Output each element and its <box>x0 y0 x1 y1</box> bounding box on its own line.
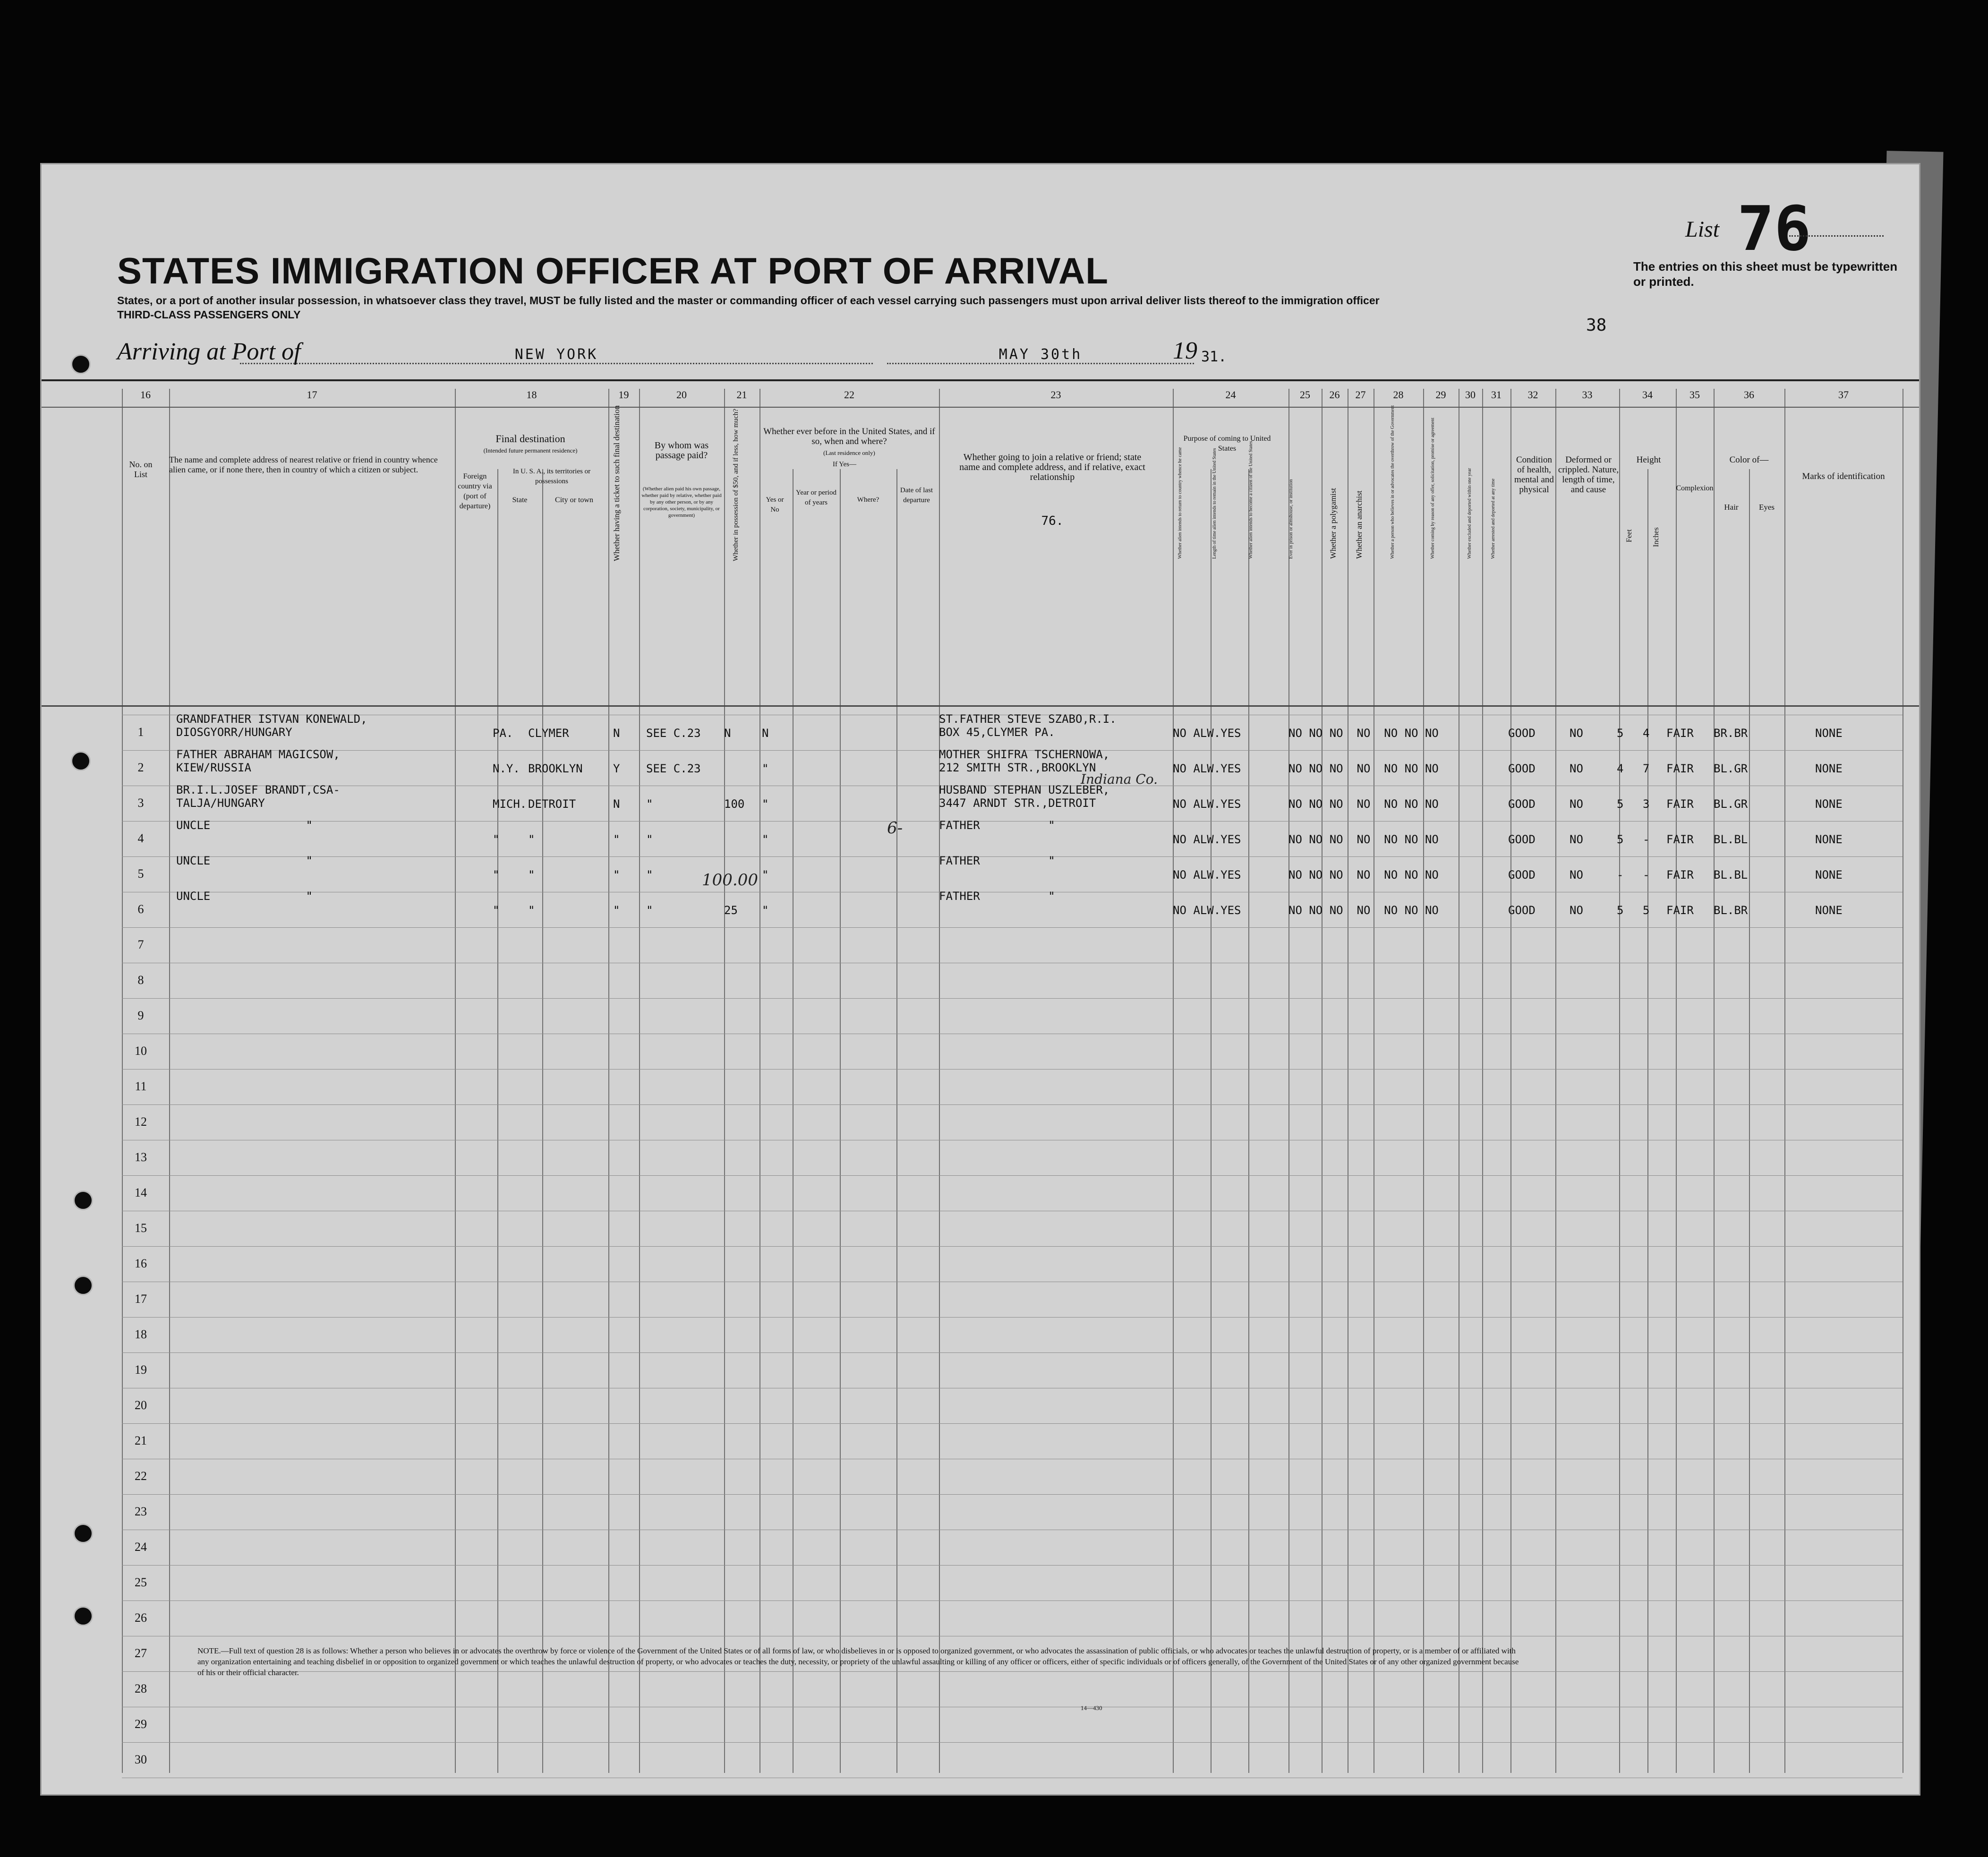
entry-q25-31: NO NO NO NO NO NO NO <box>1288 727 1439 740</box>
row-number: 7 <box>137 938 144 951</box>
col-before-in-us: Whether ever before in the United States, and if so, when and where? <box>763 427 935 446</box>
entry-relative-2: TALJA/HUNGARY <box>176 796 265 810</box>
col-relative-abroad: The name and complete address of nearest relative or friend in country whence alien came, or if none there, then in country of which a citizen or subject. <box>169 455 438 474</box>
row-number: 12 <box>135 1115 147 1129</box>
column-number: 22 <box>844 389 854 401</box>
entry-deformed: NO <box>1570 797 1583 811</box>
entry-marks: NONE <box>1815 904 1843 917</box>
entry-money: 100 <box>724 797 745 811</box>
entry-hair-eyes: BR.BR <box>1714 727 1748 740</box>
punch-hole <box>73 1190 93 1210</box>
entry-before: " <box>762 762 769 775</box>
col-city: City or town <box>555 496 593 504</box>
list-number: 76 <box>1737 193 1811 265</box>
column-number: 27 <box>1355 389 1366 401</box>
entry-relative-1: UNCLE " <box>176 890 313 903</box>
entry-money: N <box>724 727 731 740</box>
entry-ticket: Y <box>613 762 620 775</box>
arriving-label: Arriving at Port of <box>117 338 301 365</box>
column-number: 30 <box>1465 389 1476 401</box>
entry-state: N.Y. <box>493 762 520 775</box>
entry-inches: - <box>1643 868 1650 881</box>
row-number: 10 <box>135 1044 147 1058</box>
col-last-residence: (Last residence only) <box>823 449 875 456</box>
entry-join-1: FATHER " <box>939 819 1055 832</box>
page-title: STATES IMMIGRATION OFFICER AT PORT OF ARRIVAL <box>117 250 1109 291</box>
row-rule <box>122 1742 1903 1743</box>
column-number: 20 <box>676 389 687 401</box>
col-passage-paid: By whom was passage paid? <box>654 440 709 461</box>
entry-relative-1: BR.I.L.JOSEF BRANDT,CSA- <box>176 783 340 796</box>
col-polygamist: Whether a polygamist <box>1329 488 1338 559</box>
row-number: 19 <box>135 1363 147 1377</box>
row-rule <box>122 1317 1903 1318</box>
port-value: NEW YORK <box>240 346 873 364</box>
col-yes-no: Yes or No <box>766 496 784 513</box>
row-number: 30 <box>135 1753 147 1766</box>
row-rule <box>122 1423 1903 1424</box>
sub-column-rule <box>497 469 498 1773</box>
entry-feet: 5 <box>1617 727 1624 740</box>
column-number: 21 <box>736 389 747 401</box>
col-hair: Hair <box>1724 503 1739 512</box>
col-eyes: Eyes <box>1758 503 1775 512</box>
entry-inches: - <box>1643 833 1650 846</box>
entry-purpose: NO ALW.YES <box>1173 833 1241 846</box>
col-prison: Ever in prison or almshouse, or institution <box>1288 479 1294 559</box>
question-28-note: NOTE.—Full text of question 28 is as follows: Whether a person who believes in or advocates the overthrow by force or violence of the Government of the United States or of all forms of law, or who disbelieves in or is opposed to organized government, or who advocates the assassination of public officials, or who advocates or teaches the unlawful destruction of property, or is a member of or affiliated with any organization entertaining and teaching disbelief in or opposition to organized government or which teaches the unlawful destruction of property, or who advocates or teaches the duty, necessity, or propriety of the unlawful assaulting or killing of any officer or officers, either of specific individuals or of officers generally, of the Government of the United States or of any other organized government because of his or their official character. <box>197 1646 1519 1677</box>
row-number: 5 <box>137 867 144 881</box>
date-value: MAY 30th <box>887 346 1194 364</box>
punch-hole <box>73 1523 93 1543</box>
entry-purpose: NO ALW.YES <box>1173 904 1241 917</box>
entry-purpose: NO ALW.YES <box>1173 762 1241 775</box>
col-if-yes: If Yes— <box>832 461 856 468</box>
entry-join-1: ST.FATHER STEVE SZABO,R.I. <box>939 712 1117 726</box>
entry-city: DETROIT <box>528 797 576 811</box>
entry-city: " <box>528 868 535 881</box>
row-number: 4 <box>137 831 144 845</box>
entry-complexion: FAIR <box>1666 833 1694 846</box>
entry-city: " <box>528 904 535 917</box>
entry-relative-1: UNCLE " <box>176 819 313 832</box>
column-number: 36 <box>1744 389 1754 401</box>
row-number: 14 <box>135 1186 147 1199</box>
entry-before: N <box>762 727 769 740</box>
entry-deformed: NO <box>1570 833 1583 846</box>
entry-state: MICH. <box>493 797 527 811</box>
sub-column-rule <box>1248 469 1249 1773</box>
col-passage-note: (Whether alien paid his own passage, whether paid by relative, whether paid by any other person, or by any corporation, society, municipality, or government) <box>641 486 722 518</box>
row-rule <box>122 1565 1903 1566</box>
col-purpose-citizen: Whether alien intends to become a citizen of the United States <box>1248 441 1254 559</box>
handwritten-money-bracket: 100.00 <box>702 871 758 890</box>
col-final-destination: Final destination <box>495 433 565 445</box>
row-number: 2 <box>137 761 144 774</box>
column-number: 17 <box>307 389 317 401</box>
row-number: 18 <box>135 1327 147 1341</box>
col-height: Height <box>1636 455 1661 465</box>
row-rule <box>122 998 1903 999</box>
sub-column-rule <box>840 469 841 1773</box>
entry-join-2: 3447 ARNDT STR.,DETROIT <box>939 796 1096 810</box>
row-number: 23 <box>135 1505 147 1518</box>
punch-hole <box>73 1275 93 1295</box>
column-number: 18 <box>526 389 537 401</box>
entry-marks: NONE <box>1815 868 1843 881</box>
entry-state: " <box>493 868 500 881</box>
col-inches: Inches <box>1652 527 1660 547</box>
entry-inches: 5 <box>1643 904 1650 917</box>
row-number: 21 <box>135 1434 147 1447</box>
entry-before: " <box>762 797 769 811</box>
year-suffix: 31. <box>1201 349 1227 365</box>
column-number: 23 <box>1050 389 1061 401</box>
row-number: 25 <box>135 1575 147 1589</box>
punch-hole <box>71 354 91 374</box>
column-number: 32 <box>1527 389 1538 401</box>
row-number: 13 <box>135 1150 147 1164</box>
entry-marks: NONE <box>1815 727 1843 740</box>
column-number: 19 <box>618 389 629 401</box>
entry-state: " <box>493 904 500 917</box>
row-number: 17 <box>135 1292 147 1306</box>
entry-join-1: HUSBAND STEPHAN USZLEBER, <box>939 783 1110 796</box>
entry-inches: 7 <box>1643 762 1650 775</box>
col-q31: Whether arrested and deported at any time <box>1491 479 1496 559</box>
entry-ticket: " <box>613 868 620 881</box>
entry-marks: NONE <box>1815 797 1843 811</box>
entry-before: " <box>762 833 769 846</box>
sheet-number: 38 <box>1586 316 1607 335</box>
row-rule <box>122 927 1903 928</box>
row-number: 1 <box>137 725 144 739</box>
column-number: 37 <box>1838 389 1849 401</box>
manifest-sheet <box>40 163 1920 1796</box>
row-number: 6 <box>137 902 144 916</box>
col-color-of: Color of— <box>1729 455 1769 465</box>
row-rule <box>122 1104 1903 1105</box>
row-rule <box>122 1600 1903 1601</box>
entry-passage: " <box>646 868 653 881</box>
row-number: 28 <box>135 1682 147 1695</box>
entry-relative-1: FATHER ABRAHAM MAGICSOW, <box>176 748 340 761</box>
column-number: 25 <box>1300 389 1310 401</box>
header-rule <box>42 379 1919 381</box>
entry-ticket: N <box>613 727 620 740</box>
column-number-rule <box>42 407 1919 408</box>
entry-complexion: FAIR <box>1666 727 1694 740</box>
entry-inches: 4 <box>1643 727 1650 740</box>
entry-complexion: FAIR <box>1666 868 1694 881</box>
column-number: 26 <box>1329 389 1340 401</box>
entry-join-2: 212 SMITH STR.,BROOKLYN <box>939 761 1096 774</box>
col-q29: Whether coming by reason of any offer, solicitation, promise or agreement <box>1430 418 1435 559</box>
col-foreign-country: Foreign country via (port of departure) <box>458 472 492 510</box>
entry-join-1: MOTHER SHIFRA TSCHERNOWA, <box>939 748 1110 761</box>
entry-hair-eyes: BL.GR <box>1714 762 1748 775</box>
entry-complexion: FAIR <box>1666 762 1694 775</box>
notice-text: States, or a port of another insular possession, in whatsoever class they travel, MUST be fully listed and the master or commanding officer of each vessel carrying such passengers must upon arrival deliver lists thereof to the immigration officer <box>117 294 1380 307</box>
entry-deformed: NO <box>1570 762 1583 775</box>
col-joining-figure: 76. <box>1041 514 1064 528</box>
entry-before: " <box>762 868 769 881</box>
list-label: List <box>1685 217 1720 242</box>
col-anarchist: Whether an anarchist <box>1355 490 1364 559</box>
entry-health: GOOD <box>1508 727 1536 740</box>
entry-q25-31: NO NO NO NO NO NO NO <box>1288 797 1439 811</box>
entry-q25-31: NO NO NO NO NO NO NO <box>1288 762 1439 775</box>
row-number: 24 <box>135 1540 147 1554</box>
entry-deformed: NO <box>1570 727 1583 740</box>
row-number: 8 <box>137 973 144 987</box>
entry-city: BROOKLYN <box>528 762 583 775</box>
col-marks: Marks of identification <box>1802 471 1885 481</box>
entry-purpose: NO ALW.YES <box>1173 868 1241 881</box>
handwritten-county: Indiana Co. <box>1081 771 1158 787</box>
class-notice: THIRD-CLASS PASSENGERS ONLY <box>117 308 301 321</box>
entry-join-2: BOX 45,CLYMER PA. <box>939 726 1055 739</box>
entry-money: 25 <box>724 904 738 917</box>
punch-hole <box>73 1606 93 1626</box>
entry-marks: NONE <box>1815 833 1843 846</box>
punch-hole <box>71 751 91 771</box>
row-number: 11 <box>135 1079 147 1093</box>
col-date-departure: Date of last departure <box>900 487 933 504</box>
row-rule <box>122 1069 1903 1070</box>
entries-note: The entries on this sheet must be typewritten or printed. <box>1633 259 1898 289</box>
row-rule <box>122 1352 1903 1353</box>
entry-health: GOOD <box>1508 797 1536 811</box>
col-complexion: Complexion <box>1676 484 1714 492</box>
row-number: 26 <box>135 1611 147 1625</box>
column-number: 35 <box>1689 389 1700 401</box>
entry-city: " <box>528 833 535 846</box>
col-possession: Whether in possession of $50, and if less, how much? <box>732 409 740 561</box>
entry-passage: " <box>646 904 653 917</box>
entry-relative-1: GRANDFATHER ISTVAN KONEWALD, <box>176 712 367 726</box>
col-year-period: Year or period of years <box>796 489 836 506</box>
entry-passage: SEE C.23 <box>646 727 701 740</box>
col-q28: Whether a person who believes in or advocates the overthrow of the Government <box>1390 405 1395 559</box>
entry-health: GOOD <box>1508 762 1536 775</box>
row-number: 15 <box>135 1221 147 1235</box>
col-where: Where? <box>857 496 879 504</box>
entry-join-1: FATHER " <box>939 890 1055 903</box>
entry-hair-eyes: BL.BR <box>1714 904 1748 917</box>
entry-q25-31: NO NO NO NO NO NO NO <box>1288 904 1439 917</box>
sub-column-rule <box>896 469 897 1773</box>
col-purpose: Purpose of coming to United States <box>1183 435 1271 453</box>
col-purpose-length: Length of time alien intends to remain in the United States <box>1212 448 1217 559</box>
entry-deformed: NO <box>1570 904 1583 917</box>
entry-feet: 5 <box>1617 904 1624 917</box>
entry-ticket: " <box>613 904 620 917</box>
col-ticket: Whether having a ticket to such final destination <box>612 405 621 561</box>
column-number: 24 <box>1225 389 1236 401</box>
col-deformed: Deformed or crippled. Nature, length of time, and cause <box>1558 455 1619 495</box>
column-number: 28 <box>1393 389 1404 401</box>
column-number: 31 <box>1491 389 1502 401</box>
entry-feet: - <box>1617 868 1624 881</box>
column-number: 16 <box>140 389 151 401</box>
col-joining: Whether going to join a relative or friend; state name and complete address, and if relative, exact relationship <box>959 452 1145 482</box>
entry-passage: " <box>646 833 653 846</box>
row-number: 20 <box>135 1398 147 1412</box>
entry-before: " <box>762 904 769 917</box>
entry-q25-31: NO NO NO NO NO NO NO <box>1288 868 1439 881</box>
entry-hair-eyes: BL.BL <box>1714 868 1748 881</box>
col-q30: Whether excluded and deported within one year <box>1467 468 1472 559</box>
col-condition: Condition of health, mental and physical <box>1514 455 1554 495</box>
entry-purpose: NO ALW.YES <box>1173 727 1241 740</box>
sub-column-rule <box>1647 469 1648 1773</box>
sub-column-rule <box>1749 469 1750 1773</box>
entry-state: " <box>493 833 500 846</box>
row-rule <box>122 1246 1903 1247</box>
col-in-usa: In U. S. A., its territories or possessions <box>512 468 591 485</box>
row-number: 9 <box>137 1009 144 1022</box>
entry-marks: NONE <box>1815 762 1843 775</box>
entry-ticket: N <box>613 797 620 811</box>
entry-complexion: FAIR <box>1666 904 1694 917</box>
entry-deformed: NO <box>1570 868 1583 881</box>
manifest-ledger <box>42 389 1919 1782</box>
entry-join-1: FATHER " <box>939 854 1055 867</box>
entry-relative-1: UNCLE " <box>176 854 313 867</box>
entry-hair-eyes: BL.BL <box>1714 833 1748 846</box>
col-feet: Feet <box>1625 529 1633 542</box>
list-number-rule <box>1789 235 1884 237</box>
handwritten-mark: 6- <box>887 819 903 838</box>
sub-column-rule <box>542 469 543 1773</box>
year-label: 19 <box>1173 337 1197 364</box>
entry-health: GOOD <box>1508 904 1536 917</box>
entry-health: GOOD <box>1508 833 1536 846</box>
col-final-destination-note: (Intended future permanent residence) <box>483 447 578 454</box>
entry-health: GOOD <box>1508 868 1536 881</box>
entry-feet: 5 <box>1617 797 1624 811</box>
header-bottom-rule <box>42 705 1919 707</box>
row-rule <box>122 1494 1903 1495</box>
row-number: 3 <box>137 796 144 810</box>
entry-feet: 4 <box>1617 762 1624 775</box>
entry-passage: " <box>646 797 653 811</box>
entry-relative-2: KIEW/RUSSIA <box>176 761 251 774</box>
entry-relative-2: DIOSGYORR/HUNGARY <box>176 726 292 739</box>
col-no-on-list: No. on List <box>129 460 153 479</box>
entry-complexion: FAIR <box>1666 797 1694 811</box>
entry-city: CLYMER <box>528 727 569 740</box>
col-purpose-return: Whether alien intends to return to country whence he came <box>1177 447 1183 559</box>
entry-q25-31: NO NO NO NO NO NO NO <box>1288 833 1439 846</box>
entry-inches: 3 <box>1643 797 1650 811</box>
row-number: 16 <box>135 1257 147 1270</box>
row-number: 22 <box>135 1469 147 1483</box>
column-number: 29 <box>1435 389 1446 401</box>
entry-passage: SEE C.23 <box>646 762 701 775</box>
row-number: 27 <box>135 1646 147 1660</box>
entry-purpose: NO ALW.YES <box>1173 797 1241 811</box>
entry-ticket: " <box>613 833 620 846</box>
entry-state: PA. <box>493 727 513 740</box>
entry-feet: 5 <box>1617 833 1624 846</box>
row-number: 29 <box>135 1717 147 1731</box>
row-rule <box>122 1175 1903 1176</box>
entry-hair-eyes: BL.GR <box>1714 797 1748 811</box>
sub-column-rule <box>1211 469 1212 1773</box>
column-number: 33 <box>1582 389 1593 401</box>
col-state: State <box>512 496 528 504</box>
form-code: 14—430 <box>1081 1704 1102 1712</box>
column-number: 34 <box>1642 389 1653 401</box>
